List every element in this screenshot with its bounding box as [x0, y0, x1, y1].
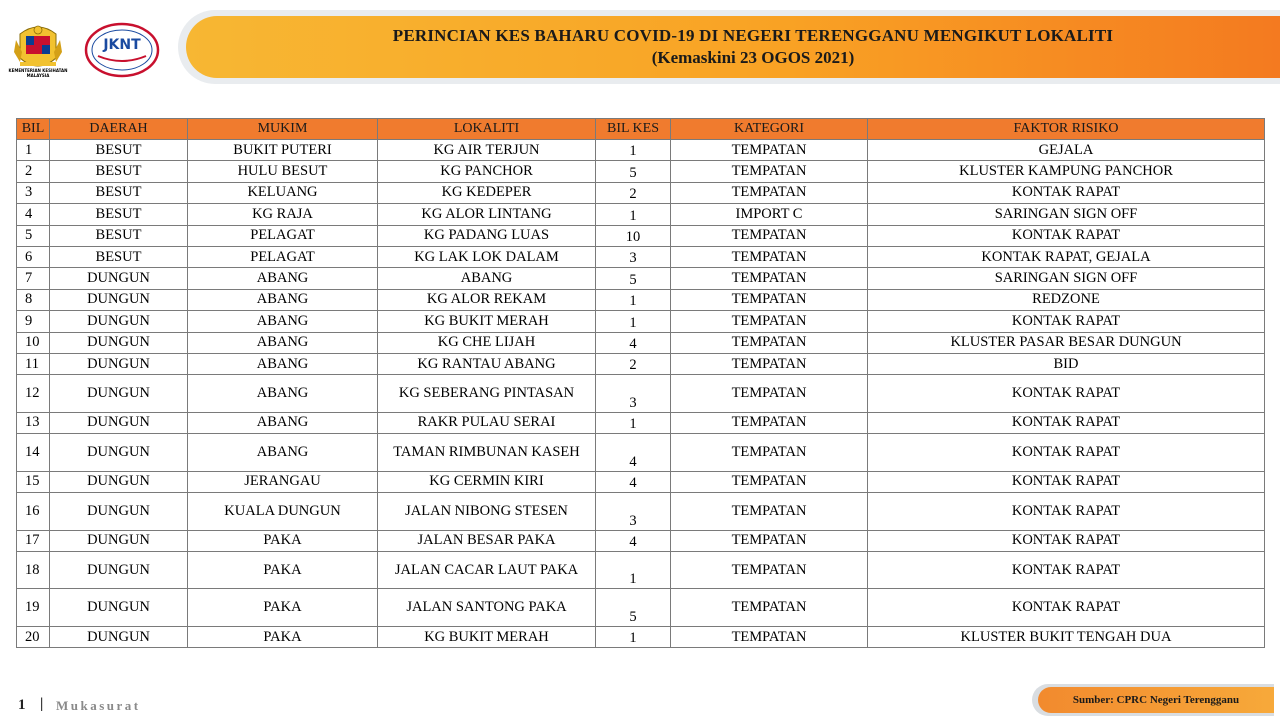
column-header: BIL	[17, 119, 50, 140]
cell-kategori: IMPORT C	[671, 204, 868, 225]
cell-bil-kes: 4	[596, 530, 671, 551]
cell-bil: 2	[17, 161, 50, 182]
cell-daerah: DUNGUN	[50, 626, 188, 647]
cell-daerah: DUNGUN	[50, 551, 188, 589]
cell-bil: 7	[17, 268, 50, 289]
table-row	[17, 412, 1265, 433]
table-row	[17, 246, 1265, 267]
table-row	[17, 268, 1265, 289]
cell-mukim: ABANG	[188, 375, 378, 413]
cell-kategori: TEMPATAN	[671, 225, 868, 246]
column-header: LOKALITI	[378, 119, 596, 140]
table-row	[17, 493, 1265, 531]
cell-bil: 14	[17, 434, 50, 472]
cell-bil-kes: 1	[596, 140, 671, 161]
cell-lokaliti: TAMAN RIMBUNAN KASEH	[378, 434, 596, 472]
cell-lokaliti: KG CHE LIJAH	[378, 332, 596, 353]
cell-bil: 19	[17, 589, 50, 627]
cases-table	[16, 118, 1265, 648]
cell-kategori: TEMPATAN	[671, 471, 868, 492]
cell-daerah: DUNGUN	[50, 471, 188, 492]
cell-mukim: PAKA	[188, 551, 378, 589]
cell-lokaliti: RAKR PULAU SERAI	[378, 412, 596, 433]
page-label: Mukasurat	[56, 698, 141, 713]
cell-daerah: DUNGUN	[50, 332, 188, 353]
cell-kategori: TEMPATAN	[671, 182, 868, 203]
cell-mukim: JERANGAU	[188, 471, 378, 492]
cell-lokaliti: KG CERMIN KIRI	[378, 471, 596, 492]
cell-faktor-risiko: KONTAK RAPAT	[868, 589, 1265, 627]
cell-daerah: DUNGUN	[50, 375, 188, 413]
column-header: MUKIM	[188, 119, 378, 140]
cell-bil: 11	[17, 353, 50, 374]
cell-kategori: TEMPATAN	[671, 140, 868, 161]
cell-bil-kes: 4	[596, 332, 671, 353]
cell-bil: 13	[17, 412, 50, 433]
cell-bil: 1	[17, 140, 50, 161]
cell-lokaliti: KG PADANG LUAS	[378, 225, 596, 246]
cell-bil-kes: 4	[596, 471, 671, 492]
cell-faktor-risiko: KLUSTER PASAR BESAR DUNGUN	[868, 332, 1265, 353]
cell-mukim: KG RAJA	[188, 204, 378, 225]
page-number: 1	[18, 697, 26, 713]
cell-mukim: PELAGAT	[188, 246, 378, 267]
cell-lokaliti: ABANG	[378, 268, 596, 289]
page-title: PERINCIAN KES BAHARU COVID-19 DI NEGERI TERENGGANU MENGIKUT LOKALITI	[392, 26, 1114, 45]
cell-kategori: TEMPATAN	[671, 246, 868, 267]
cell-faktor-risiko: KLUSTER BUKIT TENGAH DUA	[868, 626, 1265, 647]
cell-faktor-risiko: KONTAK RAPAT	[868, 530, 1265, 551]
cell-bil-kes: 5	[596, 161, 671, 182]
cell-lokaliti: KG BUKIT MERAH	[378, 311, 596, 332]
table-row	[17, 530, 1265, 551]
cell-lokaliti: JALAN SANTONG PAKA	[378, 589, 596, 627]
cell-mukim: ABANG	[188, 311, 378, 332]
cell-daerah: DUNGUN	[50, 353, 188, 374]
cell-kategori: TEMPATAN	[671, 332, 868, 353]
cell-kategori: TEMPATAN	[671, 434, 868, 472]
cell-kategori: TEMPATAN	[671, 412, 868, 433]
cell-kategori: TEMPATAN	[671, 289, 868, 310]
table-row	[17, 182, 1265, 203]
cell-bil: 8	[17, 289, 50, 310]
kkm-logo-caption: KEMENTERIAN KESIHATAN MALAYSIA	[8, 68, 68, 78]
table-row	[17, 161, 1265, 182]
table-row	[17, 225, 1265, 246]
table-row	[17, 471, 1265, 492]
table-header-row	[17, 119, 1265, 140]
cell-daerah: DUNGUN	[50, 589, 188, 627]
cell-kategori: TEMPATAN	[671, 530, 868, 551]
cell-bil-kes: 1	[596, 551, 671, 589]
cell-mukim: PAKA	[188, 589, 378, 627]
table-row	[17, 332, 1265, 353]
cell-bil-kes: 1	[596, 311, 671, 332]
cell-lokaliti: JALAN BESAR PAKA	[378, 530, 596, 551]
cell-daerah: BESUT	[50, 140, 188, 161]
table-body	[17, 140, 1265, 648]
cell-bil-kes: 1	[596, 626, 671, 647]
cell-bil-kes: 2	[596, 182, 671, 203]
cell-kategori: TEMPATAN	[671, 353, 868, 374]
cell-bil-kes: 5	[596, 268, 671, 289]
cell-faktor-risiko: KONTAK RAPAT	[868, 375, 1265, 413]
cell-mukim: ABANG	[188, 434, 378, 472]
cell-daerah: BESUT	[50, 204, 188, 225]
cell-lokaliti: JALAN CACAR LAUT PAKA	[378, 551, 596, 589]
table-row	[17, 551, 1265, 589]
cell-bil: 9	[17, 311, 50, 332]
cell-bil-kes: 1	[596, 289, 671, 310]
cell-daerah: BESUT	[50, 182, 188, 203]
cell-mukim: BUKIT PUTERI	[188, 140, 378, 161]
cell-mukim: ABANG	[188, 353, 378, 374]
cell-kategori: TEMPATAN	[671, 161, 868, 182]
cell-bil-kes: 2	[596, 353, 671, 374]
table-row	[17, 589, 1265, 627]
cell-bil-kes: 10	[596, 225, 671, 246]
cell-bil-kes: 5	[596, 589, 671, 627]
column-header: KATEGORI	[671, 119, 868, 140]
table-row	[17, 353, 1265, 374]
cell-kategori: TEMPATAN	[671, 311, 868, 332]
table-row	[17, 434, 1265, 472]
cell-bil: 6	[17, 246, 50, 267]
header-banner	[186, 16, 1280, 78]
cell-faktor-risiko: KONTAK RAPAT	[868, 182, 1265, 203]
cell-daerah: DUNGUN	[50, 311, 188, 332]
cell-kategori: TEMPATAN	[671, 268, 868, 289]
cell-faktor-risiko: GEJALA	[868, 140, 1265, 161]
cell-mukim: KELUANG	[188, 182, 378, 203]
cell-kategori: TEMPATAN	[671, 375, 868, 413]
cell-mukim: ABANG	[188, 289, 378, 310]
cell-daerah: BESUT	[50, 225, 188, 246]
cell-bil: 16	[17, 493, 50, 531]
cell-faktor-risiko: KONTAK RAPAT	[868, 493, 1265, 531]
cell-faktor-risiko: KONTAK RAPAT	[868, 311, 1265, 332]
cell-mukim: PAKA	[188, 530, 378, 551]
cell-faktor-risiko: REDZONE	[868, 289, 1265, 310]
page-subtitle: (Kemaskini 23 OGOS 2021)	[651, 48, 855, 67]
cell-lokaliti: KG LAK LOK DALAM	[378, 246, 596, 267]
cell-faktor-risiko: KONTAK RAPAT	[868, 434, 1265, 472]
cell-lokaliti: KG SEBERANG PINTASAN	[378, 375, 596, 413]
jknt-logo	[84, 22, 160, 78]
cell-kategori: TEMPATAN	[671, 589, 868, 627]
cell-daerah: DUNGUN	[50, 493, 188, 531]
cell-bil: 4	[17, 204, 50, 225]
cell-lokaliti: KG RANTAU ABANG	[378, 353, 596, 374]
table-row	[17, 375, 1265, 413]
cell-daerah: DUNGUN	[50, 268, 188, 289]
source-badge: Sumber: CPRC Negeri Terengganu	[1038, 687, 1274, 713]
cell-daerah: DUNGUN	[50, 412, 188, 433]
cell-bil-kes: 4	[596, 434, 671, 472]
cell-faktor-risiko: KONTAK RAPAT	[868, 471, 1265, 492]
cell-lokaliti: JALAN NIBONG STESEN	[378, 493, 596, 531]
table-row	[17, 311, 1265, 332]
cell-mukim: PELAGAT	[188, 225, 378, 246]
cell-faktor-risiko: SARINGAN SIGN OFF	[868, 204, 1265, 225]
table-row	[17, 289, 1265, 310]
cell-bil: 18	[17, 551, 50, 589]
cell-lokaliti: KG AIR TERJUN	[378, 140, 596, 161]
cell-lokaliti: KG ALOR LINTANG	[378, 204, 596, 225]
column-header: FAKTOR RISIKO	[868, 119, 1265, 140]
cell-bil: 15	[17, 471, 50, 492]
cell-faktor-risiko: KONTAK RAPAT, GEJALA	[868, 246, 1265, 267]
cell-daerah: BESUT	[50, 246, 188, 267]
cell-mukim: ABANG	[188, 268, 378, 289]
cell-mukim: PAKA	[188, 626, 378, 647]
cell-faktor-risiko: SARINGAN SIGN OFF	[868, 268, 1265, 289]
cell-kategori: TEMPATAN	[671, 493, 868, 531]
cell-mukim: ABANG	[188, 332, 378, 353]
cell-daerah: DUNGUN	[50, 289, 188, 310]
cell-mukim: ABANG	[188, 412, 378, 433]
cell-bil: 12	[17, 375, 50, 413]
column-header: DAERAH	[50, 119, 188, 140]
cell-kategori: TEMPATAN	[671, 626, 868, 647]
cell-bil: 5	[17, 225, 50, 246]
column-header: BIL KES	[596, 119, 671, 140]
cell-bil: 10	[17, 332, 50, 353]
cell-mukim: KUALA DUNGUN	[188, 493, 378, 531]
cell-bil-kes: 3	[596, 375, 671, 413]
table-row	[17, 204, 1265, 225]
cell-kategori: TEMPATAN	[671, 551, 868, 589]
cell-faktor-risiko: KONTAK RAPAT	[868, 551, 1265, 589]
cell-lokaliti: KG PANCHOR	[378, 161, 596, 182]
footer-separator: |	[40, 696, 44, 712]
jknt-logo-text: JKNT	[103, 37, 141, 53]
cell-faktor-risiko: KLUSTER KAMPUNG PANCHOR	[868, 161, 1265, 182]
cell-bil: 20	[17, 626, 50, 647]
cell-daerah: BESUT	[50, 161, 188, 182]
cell-bil-kes: 1	[596, 412, 671, 433]
cell-lokaliti: KG KEDEPER	[378, 182, 596, 203]
cell-bil-kes: 3	[596, 246, 671, 267]
cell-bil: 3	[17, 182, 50, 203]
table-row	[17, 626, 1265, 647]
cell-bil-kes: 1	[596, 204, 671, 225]
cell-lokaliti: KG BUKIT MERAH	[378, 626, 596, 647]
cell-daerah: DUNGUN	[50, 434, 188, 472]
cell-bil-kes: 3	[596, 493, 671, 531]
cell-faktor-risiko: KONTAK RAPAT	[868, 412, 1265, 433]
cell-daerah: DUNGUN	[50, 530, 188, 551]
cell-faktor-risiko: BID	[868, 353, 1265, 374]
table-row	[17, 140, 1265, 161]
cell-lokaliti: KG ALOR REKAM	[378, 289, 596, 310]
cell-mukim: HULU BESUT	[188, 161, 378, 182]
cell-faktor-risiko: KONTAK RAPAT	[868, 225, 1265, 246]
cell-bil: 17	[17, 530, 50, 551]
